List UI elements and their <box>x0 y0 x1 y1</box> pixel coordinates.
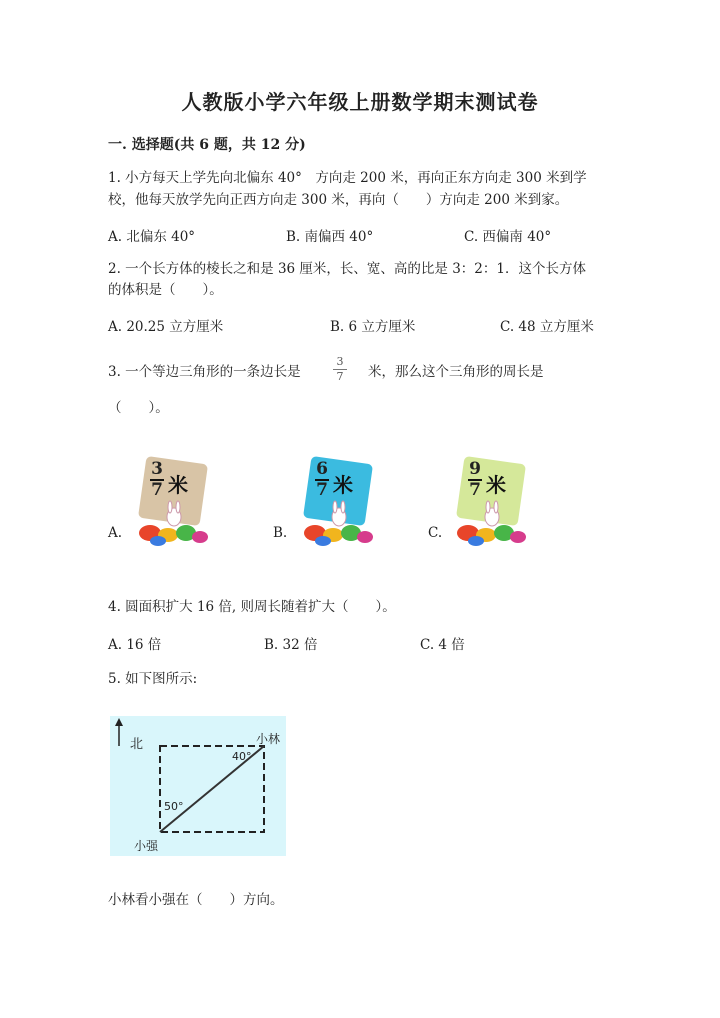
card-fraction: 3 7 <box>151 459 163 500</box>
angle-40-label: 40° <box>232 750 252 763</box>
direction-diagram <box>110 716 286 856</box>
q2-option-b[interactable]: B. 6 立方厘米 <box>330 319 416 335</box>
north-arrow-icon <box>115 718 123 726</box>
q5-text: 5. 如下图所示: <box>108 671 198 687</box>
q3-text-after: 米，那么这个三角形的周长是 <box>368 364 544 380</box>
q3-line2: （ ）。 <box>108 400 169 416</box>
easter-eggs-bunny-icon <box>295 495 375 550</box>
card-fraction: 9 7 <box>469 459 481 500</box>
q3-text-before: 3. 一个等边三角形的一条边长是 <box>108 364 301 380</box>
q1-line1: 1. 小方每天上学先向北偏东 40° 方向走 200 米，再向正东方向走 300 米到学 <box>108 170 587 186</box>
q3-fraction-denominator: 7 <box>336 370 344 383</box>
q4-option-c[interactable]: C. 4 倍 <box>420 637 465 653</box>
north-label: 北 <box>130 737 144 752</box>
q4-option-a[interactable]: A. 16 倍 <box>108 637 162 653</box>
q1-option-c[interactable]: C. 西偏南 40° <box>464 229 552 245</box>
section-heading: 一. 选择题(共 6 题，共 12 分) <box>108 137 306 153</box>
q2-option-a[interactable]: A. 20.25 立方厘米 <box>108 319 224 335</box>
q1-option-b[interactable]: B. 南偏西 40° <box>286 229 374 245</box>
easter-eggs-bunny-icon <box>448 495 528 550</box>
q2-line1: 2. 一个长方体的棱长之和是 36 厘米，长、宽、高的比是 3：2：1．这个长方体 <box>108 261 586 277</box>
q3-option-b-label[interactable]: B. <box>273 525 288 541</box>
q2-option-c[interactable]: C. 48 立方厘米 <box>500 319 594 335</box>
q3-option-c-label[interactable]: C. <box>428 525 443 541</box>
q3-option-c-image[interactable] <box>448 455 548 555</box>
q3-fraction-numerator: 3 <box>336 355 344 368</box>
q4-option-b[interactable]: B. 32 倍 <box>264 637 318 653</box>
card-unit: 米 <box>168 473 188 497</box>
page-title: 人教版小学六年级上册数学期末测试卷 <box>181 90 539 114</box>
q1-option-a[interactable]: A. 北偏东 40° <box>108 229 196 245</box>
q2-line2: 的体积是（ ）。 <box>108 282 223 298</box>
card-unit: 米 <box>486 473 506 497</box>
card-fraction: 6 7 <box>316 459 328 500</box>
q3-option-b-image[interactable] <box>295 455 395 555</box>
xiaoqiang-label: 小强 <box>134 839 159 853</box>
angle-50-label: 50° <box>164 800 184 813</box>
card-unit: 米 <box>333 473 353 497</box>
easter-eggs-bunny-icon <box>130 495 210 550</box>
q3-fraction <box>333 356 347 383</box>
q4-text: 4. 圆面积扩大 16 倍, 则周长随着扩大（ ）。 <box>108 599 396 615</box>
q5-question: 小林看小强在（ ）方向。 <box>108 892 284 908</box>
q1-line2: 校，他每天放学先向正西方向走 300 米，再向（ ）方向走 200 米到家。 <box>108 192 569 208</box>
xiaolin-label: 小林 <box>256 732 281 746</box>
q3-option-a-image[interactable] <box>130 455 230 555</box>
q3-option-a-label[interactable]: A. <box>108 525 123 541</box>
